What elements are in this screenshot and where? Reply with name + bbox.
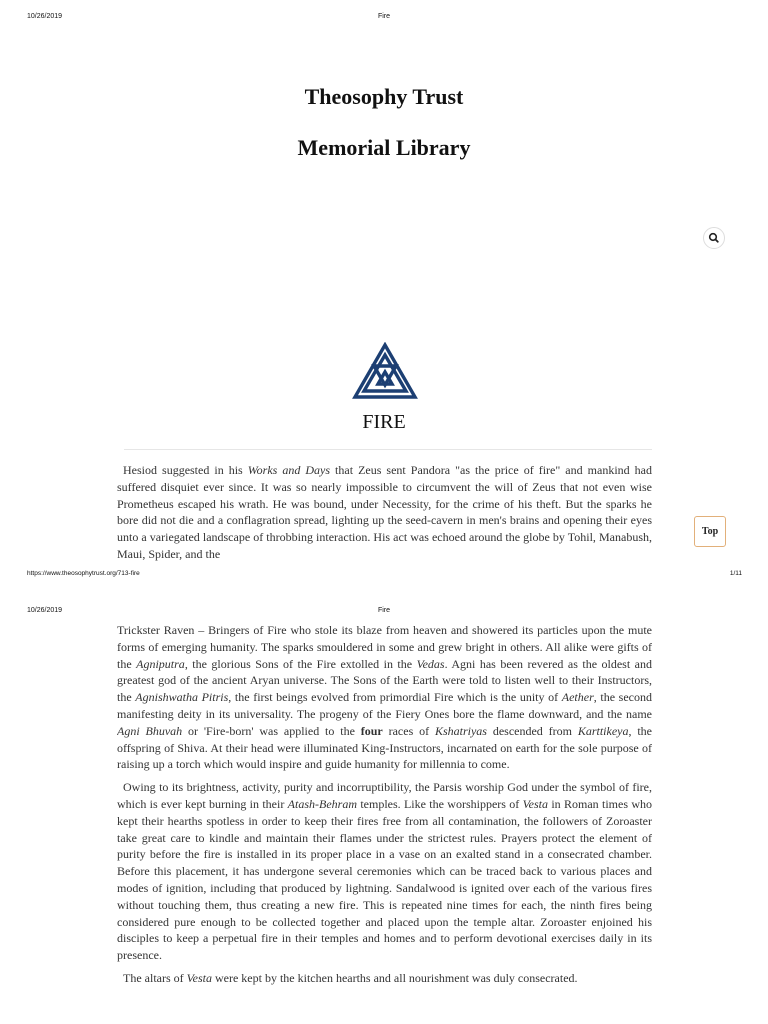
italic-term: Karttikeya (577, 723, 629, 738)
search-button[interactable] (703, 227, 725, 249)
title-divider (124, 449, 652, 450)
text-span: . Agni has been revered as the oldest and greatest god of the ancient Aryan universe. The Sons of the Earth were told to listen well to their Instructors, the (117, 656, 652, 705)
text-span: temples. Like the worshippers of (356, 796, 523, 811)
text-span: were kept by the kitchen hearths and all nourishment was duly consecrated. (211, 970, 578, 985)
italic-term: Atash-Behram (287, 796, 357, 811)
text-span: , the first beings evolved from primordial Fire which is the unity of (228, 690, 562, 705)
text-span: in Roman times who kept their hearths spotless in order to keep their fires free from all contamination, the followers of Zoroaster take great care to kindle and maintain their flames under the strictest rules. Prayers protect the element of purity before the fire is installed in its proper place in a vase on an exalted stand in a consecrated chamber. Before this placement, it has undergone several ceremonies which can be traced back to various places and modes of ignition, including that produced by lightning. Sandalwood is ignited over each of the various fires without touching them, thus creating a new fire. This is repeated nine times for each, the ninth fires being considered pure enough to be collected together and placed upon the temple altar. Zoroaster enjoined his disciples to keep a perpetual fire in their temples and homes and to perform devotional exercises daily in its presence. (117, 796, 652, 963)
article-body-page2 (117, 622, 652, 1022)
italic-term: Works and Days (247, 463, 331, 477)
article-title: FIRE (362, 411, 406, 433)
bold-term: four (360, 723, 383, 738)
italic-term: Vesta (522, 796, 548, 811)
text-span: , the glorious Sons of the Fire extolled in the (184, 656, 417, 671)
search-icon (704, 228, 724, 248)
text-span: Owing to its brightness, activity, purity and incorruptibility, the Parsis worship God under the symbol of fire, which is ever kept burning in their (117, 780, 652, 811)
print-date: 10/26/2019 (27, 13, 63, 20)
italic-term: Agnishwatha Pitris (135, 690, 229, 705)
text-span: , the second manifesting deity in its universality. The progeny of the Fiery Ones bore the flame downward, and the name (117, 690, 652, 721)
text-span: races of (382, 723, 435, 738)
italic-term: Agniputra (136, 656, 185, 671)
back-to-top-button[interactable]: Top (694, 516, 726, 547)
paragraph-1-continued (117, 622, 652, 773)
paragraph-1 (117, 462, 652, 563)
article-body-page1 (117, 462, 652, 566)
text-span: Trickster Raven – Bringers of Fire who stole its blaze from heaven and showered its particles upon the mute forms of emerging humanity. The sparks smouldered in some and grew bright in others. All alike were gifts of the (117, 623, 652, 671)
text-span: Hesiod suggested in his (123, 463, 248, 477)
paragraph-3 (117, 970, 652, 987)
italic-term: Vedas (416, 656, 445, 671)
page-number: 1/11 (729, 570, 742, 577)
italic-term: Agni Bhuvah (117, 723, 183, 738)
text-span: or 'Fire-born' was applied to the (182, 723, 361, 738)
print-date: 10/26/2019 (27, 607, 63, 614)
print-title: Fire (377, 13, 391, 20)
text-span: descended from (486, 723, 578, 738)
text-span: that Zeus sent Pandora "as the price of fire" and mankind had suffered disquiet ever since. It was so nearly impossible to circumvent the will of Zeus that not even wise Prometheus escaped his wrath. He was bound, under Necessity, for the crime of his theft. But the sparks he bore did not die and a conflagration spread, lighting up the seed-cavern in men's brains and opening their eyes unto a variegated landscape of throbbing interaction. His act was echoed around the globe by Tohil, Manabush, Maui, Spider, and the (117, 463, 652, 561)
italic-term: Aether (561, 690, 594, 705)
paragraph-2 (117, 779, 652, 964)
text-span: , the offspring of Shiva. At their head were illuminated King-Instructors, incarnated on earth for the sole purpose of raising up a torch which would inspire and guide humanity for millennia to come. (117, 723, 652, 772)
page-url: https://www.theosophytrust.org/713-fire (27, 570, 140, 577)
print-title: Fire (377, 607, 391, 614)
site-title-line1[interactable]: Theosophy Trust (304, 84, 464, 109)
print-header (0, 13, 768, 27)
interlaced-triangles-logo[interactable] (352, 342, 418, 400)
print-header-page2 (0, 607, 768, 621)
site-title-line2[interactable]: Memorial Library (297, 135, 471, 160)
text-span: The altars of (123, 970, 187, 985)
print-footer (0, 570, 768, 582)
italic-term: Vesta (186, 970, 212, 985)
italic-term: Kshatriyas (434, 723, 487, 738)
